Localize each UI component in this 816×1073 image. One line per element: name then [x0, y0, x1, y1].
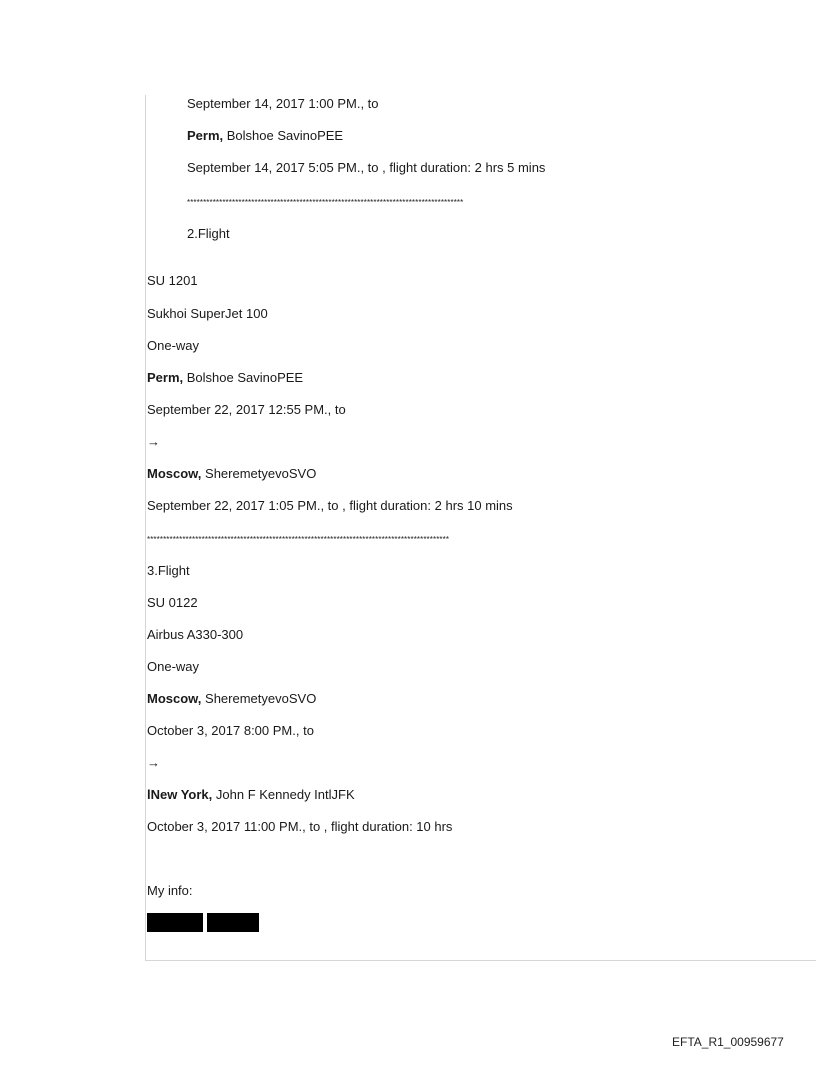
flight2-trip-type: One-way [147, 338, 200, 353]
flight2-from-airport: Bolshoe SavinoPEE [183, 370, 304, 385]
flight1-arrive-city: Perm, [187, 128, 224, 143]
flight3-from-city: Moscow, [147, 691, 202, 706]
flight2-heading: 2.Flight [187, 226, 230, 241]
flight1-depart-time: September 14, 2017 1:00 PM., to [187, 96, 379, 111]
flight3-destination [147, 787, 355, 803]
redaction-box-2 [207, 913, 259, 932]
flight2-to-city: Moscow, [147, 466, 202, 481]
flight2-arrive-time: September 22, 2017 1:05 PM., to , flight duration: 2 hrs 10 mins [147, 498, 513, 513]
flight3-trip-type: One-way [147, 659, 200, 674]
flight2-separator: ********************************************************************************************** [147, 535, 450, 544]
flight2-depart-time: September 22, 2017 12:55 PM., to [147, 402, 346, 417]
flight1-arrive-airport: Bolshoe SavinoPEE [223, 128, 344, 143]
bottom-border-line [145, 960, 816, 961]
flight3-origin [147, 691, 316, 707]
flight2-number: SU 1201 [147, 273, 198, 288]
flight3-from-airport: SheremetyevoSVO [201, 691, 317, 706]
left-border-line [145, 95, 146, 961]
flight3-to-city: lNew York, [147, 787, 213, 802]
flight1-arrival [187, 128, 343, 144]
flight2-arrow: → [147, 434, 160, 449]
flight1-separator: ************************************************************************************** [187, 198, 464, 207]
flight3-aircraft: Airbus A330-300 [147, 627, 244, 642]
flight2-from-city: Perm, [147, 370, 184, 385]
flight1-arrive-time: September 14, 2017 5:05 PM., to , flight duration: 2 hrs 5 mins [187, 160, 546, 175]
flight3-arrow: → [147, 755, 160, 770]
flight2-destination [147, 466, 316, 482]
flight2-aircraft: Sukhoi SuperJet 100 [147, 306, 268, 321]
flight2-to-airport: SheremetyevoSVO [201, 466, 317, 481]
flight3-depart-time: October 3, 2017 8:00 PM., to [147, 723, 314, 738]
my-info-label: My info: [147, 883, 193, 898]
redaction-box-1 [147, 913, 203, 932]
flight3-to-airport: John F Kennedy IntlJFK [212, 787, 355, 802]
document-id: EFTA_R1_00959677 [672, 1035, 784, 1049]
flight3-arrive-time: October 3, 2017 11:00 PM., to , flight duration: 10 hrs [147, 819, 453, 834]
flight3-number: SU 0122 [147, 595, 198, 610]
flight2-origin [147, 370, 303, 386]
flight3-heading: 3.Flight [147, 563, 190, 578]
